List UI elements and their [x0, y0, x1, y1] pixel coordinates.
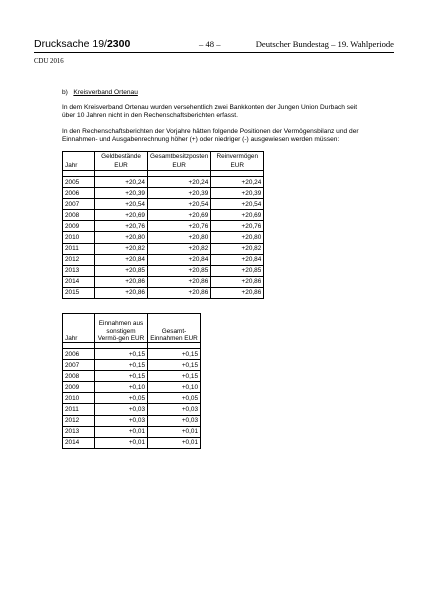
table-row [63, 276, 264, 287]
value-cell: +20,24 [148, 177, 211, 188]
value-cell: +0,03 [148, 404, 201, 415]
table-row [63, 199, 264, 210]
value-cell: +20,76 [148, 221, 211, 232]
value-cell: +20,69 [95, 210, 148, 221]
value-cell: +0,10 [95, 382, 148, 393]
publisher: Deutscher Bundestag – 19. Wahlperiode [255, 39, 394, 49]
table-row [63, 287, 264, 298]
value-cell: +20,80 [211, 232, 264, 243]
table-row [63, 254, 264, 265]
paragraph-2: In den Rechenschaftsberichten der Vorjahre hätten folgende Positionen der Vermögensbilanz und der Einnahmen- und Ausgabenrechnung höher (+) oder niedriger (-) ausgewiesen werden müssen: [62, 128, 359, 144]
value-cell: +20,39 [95, 188, 148, 199]
value-cell: +0,03 [148, 415, 201, 426]
year-cell: 2006 [63, 349, 95, 360]
table-row [63, 382, 201, 393]
value-cell: +20,39 [211, 188, 264, 199]
header-cell: Einnahmen aus sonstigem Vermö-gen EUR [95, 314, 148, 343]
year-cell: 2008 [63, 371, 95, 382]
value-cell: +0,15 [95, 360, 148, 371]
year-cell: 2008 [63, 210, 95, 221]
year-cell: 2013 [63, 426, 95, 437]
year-cell: 2015 [63, 287, 95, 298]
table-row [63, 265, 264, 276]
value-cell: +20,86 [148, 287, 211, 298]
value-cell: +20,69 [148, 210, 211, 221]
value-cell: +20,54 [211, 199, 264, 210]
section-title: Kreisverband Ortenau [73, 89, 138, 96]
value-cell: +20,82 [148, 243, 211, 254]
doc-label [34, 38, 130, 50]
value-cell: +20,85 [211, 265, 264, 276]
table-income [62, 313, 201, 449]
year-cell: 2011 [63, 243, 95, 254]
year-cell: 2006 [63, 188, 95, 199]
table-row [63, 188, 264, 199]
value-cell: +20,82 [211, 243, 264, 254]
table-row [63, 243, 264, 254]
header-cell: Geldbestände EUR [95, 152, 148, 171]
year-cell: 2014 [63, 437, 95, 448]
value-cell: +0,01 [95, 437, 148, 448]
value-cell: +20,69 [211, 210, 264, 221]
value-cell: +20,84 [148, 254, 211, 265]
value-cell: +0,05 [95, 393, 148, 404]
value-cell: +0,01 [148, 426, 201, 437]
header-cell: Gesamtbesitzposten EUR [148, 152, 211, 171]
value-cell: +20,86 [211, 287, 264, 298]
page-number: – 48 – [199, 39, 221, 49]
table-row [63, 360, 201, 371]
value-cell: +0,03 [95, 404, 148, 415]
header-cell: Jahr [63, 314, 95, 343]
value-cell: +0,10 [148, 382, 201, 393]
doc-label-prefix: Drucksache 19/ [34, 38, 107, 50]
value-cell: +20,24 [211, 177, 264, 188]
value-cell: +20,85 [95, 265, 148, 276]
year-cell: 2009 [63, 382, 95, 393]
value-cell: +20,86 [95, 276, 148, 287]
header-cell: Jahr [63, 152, 95, 171]
year-cell: 2005 [63, 177, 95, 188]
table-row [63, 393, 201, 404]
value-cell: +20,85 [148, 265, 211, 276]
header-rule [34, 52, 394, 53]
year-cell: 2011 [63, 404, 95, 415]
table-row [63, 437, 201, 448]
value-cell: +0,15 [148, 371, 201, 382]
header-cell: Gesamt-Einnahmen EUR [148, 314, 201, 343]
value-cell: +20,86 [148, 276, 211, 287]
year-cell: 2009 [63, 221, 95, 232]
doc-number: 2300 [106, 38, 131, 50]
header-cell: Reinvermögen EUR [211, 152, 264, 171]
party-label: CDU 2016 [34, 58, 64, 65]
year-cell: 2007 [63, 360, 95, 371]
year-cell: 2013 [63, 265, 95, 276]
running-header [34, 37, 394, 51]
table-row [63, 415, 201, 426]
year-cell: 2012 [63, 254, 95, 265]
value-cell: +0,15 [95, 349, 148, 360]
value-cell: +20,54 [95, 199, 148, 210]
year-cell: 2012 [63, 415, 95, 426]
table-header-row [63, 152, 264, 171]
value-cell: +0,15 [148, 349, 201, 360]
value-cell: +0,03 [95, 415, 148, 426]
year-cell: 2007 [63, 199, 95, 210]
value-cell: +20,86 [95, 287, 148, 298]
year-cell: 2014 [63, 276, 95, 287]
value-cell: +20,76 [95, 221, 148, 232]
value-cell: +0,15 [95, 371, 148, 382]
value-cell: +20,86 [211, 276, 264, 287]
table-balance [62, 151, 264, 299]
value-cell: +0,01 [148, 437, 201, 448]
table-row [63, 404, 201, 415]
paragraph-1: In dem Kreisverband Ortenau wurden versehentlich zwei Bankkonten der Jungen Union Durbach seit über 10 Jahren nicht in den Rechenschaftsberichten erfasst. [62, 104, 358, 120]
year-cell: 2010 [63, 393, 95, 404]
value-cell: +20,54 [148, 199, 211, 210]
value-cell: +20,80 [95, 232, 148, 243]
year-cell: 2010 [63, 232, 95, 243]
table-row [63, 349, 201, 360]
value-cell: +0,15 [148, 360, 201, 371]
section-heading [62, 89, 138, 96]
table-row [63, 221, 264, 232]
table-row [63, 426, 201, 437]
section-letter: b) [62, 89, 68, 96]
value-cell: +20,82 [95, 243, 148, 254]
table-body [63, 171, 264, 299]
value-cell: +20,76 [211, 221, 264, 232]
value-cell: +20,84 [95, 254, 148, 265]
value-cell: +20,24 [95, 177, 148, 188]
table-row [63, 232, 264, 243]
table-body [63, 343, 201, 449]
value-cell: +0,01 [95, 426, 148, 437]
value-cell: +20,84 [211, 254, 264, 265]
table-row [63, 371, 201, 382]
table-row [63, 177, 264, 188]
value-cell: +20,39 [148, 188, 211, 199]
value-cell: +20,80 [148, 232, 211, 243]
table-header-row [63, 314, 201, 343]
table-row [63, 210, 264, 221]
value-cell: +0,05 [148, 393, 201, 404]
